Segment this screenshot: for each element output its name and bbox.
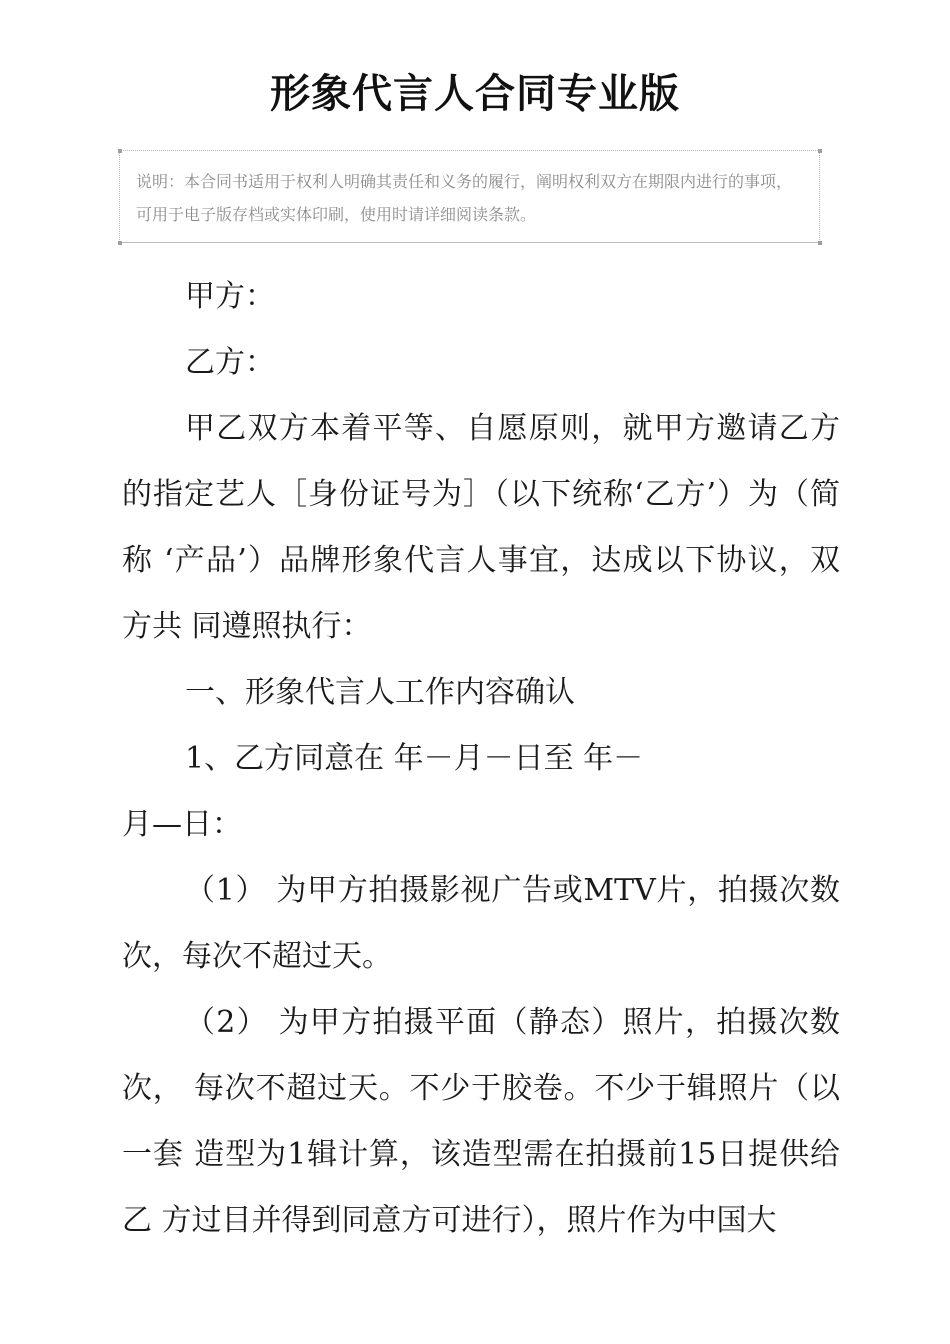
- sub-clause-2: （2） 为甲方拍摄平面（静态）照片，拍摄次数次， 每次不超过天。不少于胶卷。不少于辑照片（以一套 造型为1辑计算，该造型需在拍摄前15日提供给乙 方过目并得到同意方可进行），照片作为中国大: [122, 1005, 840, 1238]
- description-box: [121, 150, 818, 243]
- clause-1-line-1: 1、乙方同意在 年－月－日至 年－: [185, 741, 644, 776]
- clause-1-line-2: 月—日：: [122, 807, 242, 842]
- party-b-label: 乙方：: [185, 345, 275, 380]
- intro-paragraph: 甲乙双方本着平等、自愿原则，就甲方邀请乙方的指定艺人［身份证号为］（以下统称‘乙方’）为（简称 ‘产品’）品牌形象代言人事宜，达成以下协议，双方共 同遵照执行：: [122, 411, 840, 644]
- contract-body: [122, 264, 840, 1254]
- description-text: 说明：本合同书适用于权利人明确其责任和义务的履行，阐明权利双方在期限内进行的事项，可用于电子版存档或实体印刷，使用时请详细阅读条款。: [136, 172, 793, 224]
- document-title: 形象代言人合同专业版: [270, 70, 680, 117]
- section-heading: 一、形象代言人工作内容确认: [185, 675, 575, 710]
- corner-marker: [818, 241, 822, 245]
- corner-marker: [118, 149, 122, 153]
- corner-marker: [118, 241, 122, 245]
- party-a-label: 甲方：: [185, 279, 275, 314]
- corner-marker: [818, 149, 822, 153]
- sub-clause-1: （1） 为甲方拍摄影视广告或MTV片，拍摄次数次，每次不超过天。: [122, 873, 840, 974]
